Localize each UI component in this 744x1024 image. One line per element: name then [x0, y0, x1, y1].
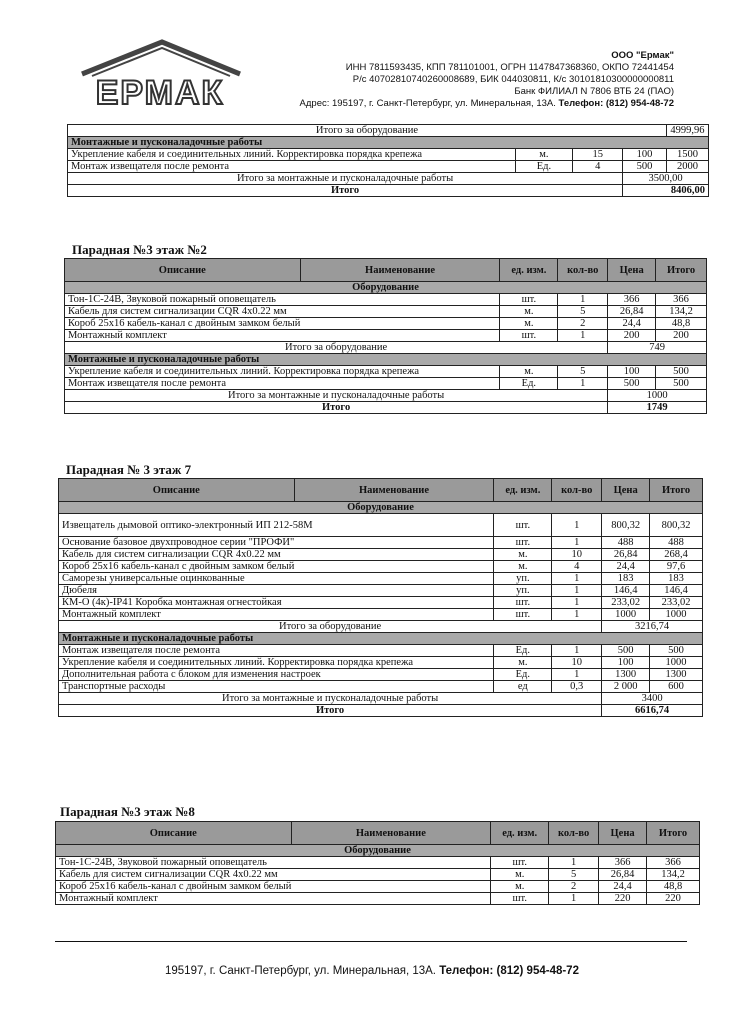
- grand-total-row: Итого 6616,74: [59, 705, 703, 717]
- equip-total-row: Итого за оборудование 749: [65, 342, 707, 354]
- table-row: Транспортные расходы ед 0,3 2 000 600: [59, 681, 703, 693]
- ermak-logo: [70, 36, 250, 116]
- equipment-header: Оборудование: [56, 845, 700, 857]
- footer-divider: [55, 941, 687, 942]
- equip-total-label: Итого за оборудование: [68, 125, 667, 137]
- table-row: Дополнительная работа с блоком для изменения настроек Ед. 1 1300 1300: [59, 669, 703, 681]
- table-row: Основание базовое двухпроводное серии "ПРОФИ" шт. 1 488 488: [59, 537, 703, 549]
- table-row: Укрепление кабеля и соединительных линий. Корректировка порядка крепежа м. 10 100 1000: [59, 657, 703, 669]
- install-total-row: Итого за монтажные и пусконаладочные работы 1000: [65, 390, 707, 402]
- footer: [0, 965, 744, 977]
- table-row: Монтаж извещателя после ремонта Ед. 1 500 500: [65, 378, 707, 390]
- install-total-row: Итого за монтажные и пусконаладочные работы 3500,00: [68, 173, 709, 185]
- table-row: Кабель для систем сигнализации CQR 4x0.22 мм м. 10 26,84 268,4: [59, 549, 703, 561]
- footer-address: 195197, г. Санкт-Петербург, ул. Минеральная, 13А.: [165, 965, 436, 977]
- equip-total-value: 4999,96: [666, 125, 708, 137]
- table-row: Монтажный комплект шт. 1 220 220: [56, 893, 700, 905]
- install-section-header: Монтажные и пусконаладочные работы: [65, 354, 707, 366]
- table-row: Кабель для систем сигнализации CQR 4x0.22 мм м. 5 26,84 134,2: [56, 869, 700, 881]
- install-section-header: Монтажные и пусконаладочные работы: [68, 137, 709, 149]
- table-row: Извещатель дымовой оптико-электронный ИП 212-58М шт. 1 800,32 800,32: [59, 514, 703, 537]
- footer-phone: Телефон: (812) 954-48-72: [439, 965, 579, 977]
- equip-total-row: [68, 125, 709, 137]
- grand-total-row: Итого 8406,00: [68, 185, 709, 197]
- install-total-row: Итого за монтажные и пусконаладочные работы 3400: [59, 693, 703, 705]
- company-bank-account: Р/с 40702810740260008689, БИК 044030811, К/с 30101810300000000811: [352, 74, 674, 85]
- table-row: Саморезы универсальные оцинкованные уп. 1 183 183: [59, 573, 703, 585]
- section4-table: Описание Наименование ед. изм. кол-во Цена Итого Оборудование Тон-1С-24В, Звуковой пожарный оповещатель шт. 1 366 366 Кабель для систем сигнализации CQR 4x0.22 мм м. 5 26,84 134,2 Короб 25х16 кабель-канал с двойным замком белый м. 2 24,4 48,8 Монтажный комплект шт. 1 220 220: [55, 821, 700, 905]
- equipment-header: Оборудование: [59, 502, 703, 514]
- table-row: Укрепление кабеля и соединительных линий. Корректировка порядка крепежа м. 5 100 500: [65, 366, 707, 378]
- equip-total-row: Итого за оборудование 3216,74: [59, 621, 703, 633]
- table-row: Монтаж извещателя после ремонта Ед. 1 500 500: [59, 645, 703, 657]
- table-row: Дюбеля уп. 1 146,4 146,4: [59, 585, 703, 597]
- section2-table: Описание Наименование ед. изм. кол-во Цена Итого Оборудование Тон-1С-24В, Звуковой пожарный оповещатель шт. 1 366 366 Кабель для систем сигнализации CQR 4x0.22 мм м. 5 26,84 134,2 Короб 25х16 кабель-канал с двойным замком белый м. 2 24,4 48,8 Монтажный комплект шт. 1 200 200 Итого за оборудование 749 Монтажные и пусконаладочные работы Укрепление кабеля и соединительных линий. Корректировка порядка крепежа м. 5 100 500 Монтаж извещателя после ремонта Ед. 1 500 500 Итого за монтажные и пусконаладочные работы 1000 Итого 1749: [64, 258, 707, 414]
- grand-total-row: Итого 1749: [65, 402, 707, 414]
- company-name: ООО "Ермак": [611, 50, 674, 61]
- table-row: Тон-1С-24В, Звуковой пожарный оповещатель шт. 1 366 366: [56, 857, 700, 869]
- company-ids: ИНН 7811593435, КПП 781101001, ОГРН 1147847368360, ОКПО 72441454: [345, 62, 674, 73]
- section-title: Парадная №3 этаж №2: [72, 242, 207, 257]
- install-section-header: Монтажные и пусконаладочные работы: [59, 633, 703, 645]
- table-row: Монтажный комплект шт. 1 200 200: [65, 330, 707, 342]
- table-row: Короб 25х16 кабель-канал с двойным замком белый м. 2 24,4 48,8: [65, 318, 707, 330]
- table-row: КМ-О (4к)-IP41 Коробка монтажная огнестойкая шт. 1 233,02 233,02: [59, 597, 703, 609]
- table-row: Монтажный комплект шт. 1 1000 1000: [59, 609, 703, 621]
- table-row: Короб 25х16 кабель-канал с двойным замком белый м. 4 24,4 97,6: [59, 561, 703, 573]
- logo-text: ЕРМАК: [95, 74, 225, 112]
- table-row: Короб 25х16 кабель-канал с двойным замком белый м. 2 24,4 48,8: [56, 881, 700, 893]
- table-row: Монтаж извещателя после ремонта Ед. 4 500 2000: [68, 161, 709, 173]
- section-title: Парадная №3 этаж №8: [60, 804, 195, 819]
- top-table: [67, 124, 709, 197]
- equipment-header: Оборудование: [65, 282, 707, 294]
- company-bank: Банк ФИЛИАЛ N 7806 ВТБ 24 (ПАО): [514, 86, 674, 97]
- table-row: Укрепление кабеля и соединительных линий. Корректировка порядка крепежа м. 15 100 1500: [68, 149, 709, 161]
- table-row: Тон-1С-24В, Звуковой пожарный оповещатель шт. 1 366 366: [65, 294, 707, 306]
- company-address: Адрес: 195197, г. Санкт-Петербург, ул. Минеральная, 13А. Телефон: (812) 954-48-72: [299, 98, 674, 109]
- section3-table: Описание Наименование ед. изм. кол-во Цена Итого Оборудование Извещатель дымовой оптико-электронный ИП 212-58М шт. 1 800,32 800,32 Основание базовое двухпроводное серии "ПРОФИ" шт. 1 488 488 Кабель для систем сигнализации CQR 4x0.22 мм м. 10 26,84 268,4 Короб 25х16 кабель-канал с двойным замком белый м. 4 24,4 97,6 Саморезы универсальные оцинкованные уп. 1 183 183 Дюбеля уп. 1 146,4 146,4 КМ-О (4к)-IP41 Коробка монтажная огнестойкая шт. 1 233,02 233,02 Монтажный комплект шт. 1 1000 1000 Итого за оборудование 3216,74 Монтажные и пусконаладочные работы Монтаж извещателя после ремонта Ед. 1 500 500 Укрепление кабеля и соединительных линий. Корректировка порядка крепежа м. 10 100 1000 Дополнительная работа с блоком для изменения настроек Ед. 1 1300 1300 Транспортные расходы ед 0,3 2 000 600 Итого за монтажные и пусконаладочные работы 3400 Итого 6616,74: [58, 478, 703, 717]
- section-title: Парадная № 3 этаж 7: [66, 462, 192, 477]
- company-info: [300, 50, 674, 110]
- table-row: Кабель для систем сигнализации CQR 4x0.22 мм м. 5 26,84 134,2: [65, 306, 707, 318]
